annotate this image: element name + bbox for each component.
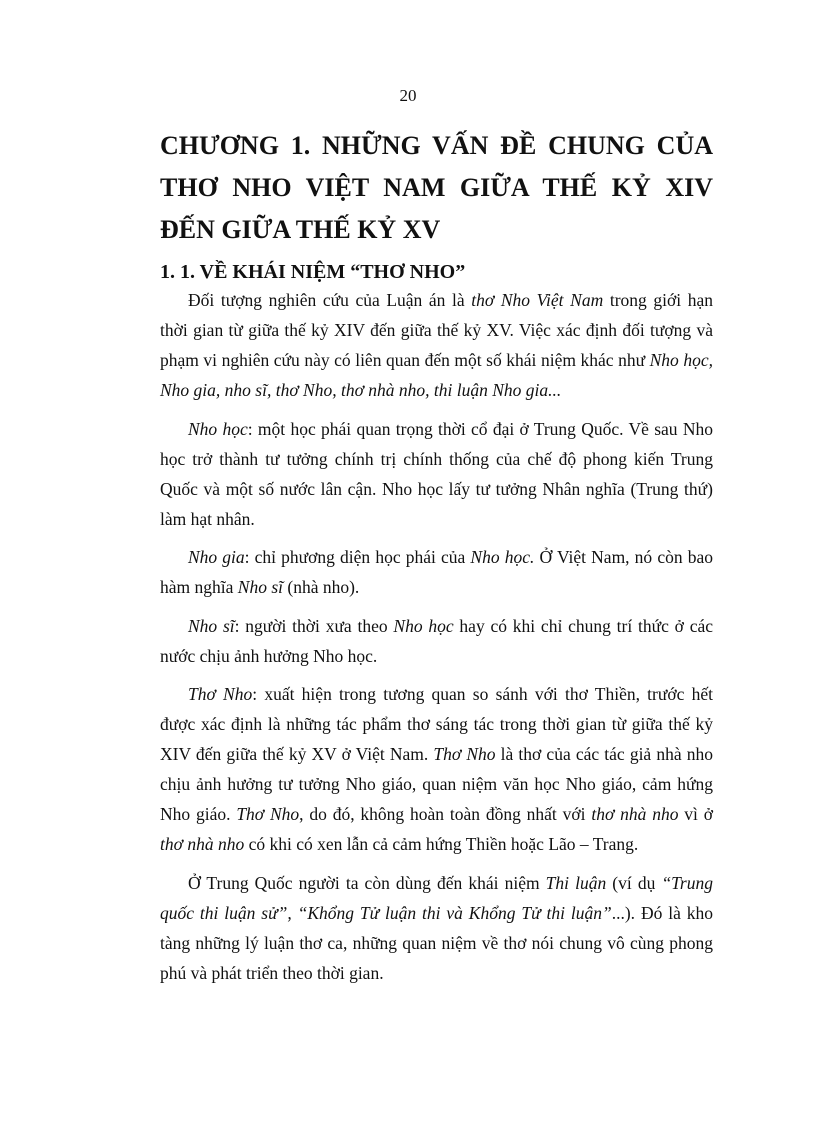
paragraph-2: Nho học: một học phái quan trọng thời cổ đại ở Trung Quốc. Về sau Nho học trở thành tư tưởng chính trị chính thống của chế độ phong kiến Trung Quốc và một số nước lân cận. Nho học lấy tư tưởng Nhân nghĩa (Trung thứ) làm hạt nhân. bbox=[160, 418, 713, 529]
paragraph-5: Thơ Nho: xuất hiện trong tương quan so sánh với thơ Thiền, trước hết được xác định là những tác phẩm thơ sáng tác trong thời gian từ giữa thế kỷ XIV đến giữa thế kỷ XV ở Việt Nam. Thơ Nho là thơ của các tác giả nhà nho chịu ảnh hưởng tư tưởng Nho giáo, quan niệm văn học Nho giáo, cảm hứng Nho giáo. Thơ Nho, do đó, không hoàn toàn đồng nhất với thơ nhà nho vì ở thơ nhà nho có khi có xen lẫn cả cảm hứng Thiền hoặc Lão – Trang. bbox=[160, 684, 713, 854]
paragraph-4: Nho sĩ: người thời xưa theo Nho học hay có khi chỉ chung trí thức ở các nước chịu ảnh hưởng Nho học. bbox=[160, 615, 713, 666]
page-number: 20 bbox=[399, 86, 417, 105]
paragraph-6: Ở Trung Quốc người ta còn dùng đến khái niệm Thi luận (ví dụ “Trung quốc thi luận sử”, “Khổng Tử luận thi và Khổng Tử thi luận”...). Đó là kho tàng những lý luận thơ ca, những quan niệm về thơ nói chung vô cùng phong phú và phát triển theo thời gian. bbox=[160, 872, 713, 983]
body-text bbox=[160, 285, 713, 988]
paragraph-1: Đối tượng nghiên cứu của Luận án là thơ Nho Việt Nam trong giới hạn thời gian từ giữa thế kỷ XIV đến giữa thế kỷ XV. Việc xác định đối tượng và phạm vi nghiên cứu này có liên quan đến một số khái niệm khác như Nho học, Nho gia, nho sĩ, thơ Nho, thơ nhà nho, thi luận Nho gia... bbox=[160, 290, 713, 400]
chapter-title: CHƯƠNG 1. NHỮNG VẤN ĐỀ CHUNG CỦA THƠ NHO VIỆT NAM GIỮA THẾ KỶ XIV ĐẾN GIỮA THẾ KỶ XV bbox=[160, 131, 713, 244]
paragraph-3: Nho gia: chỉ phương diện học phái của Nho học. Ở Việt Nam, nó còn bao hàm nghĩa Nho sĩ (nhà nho). bbox=[160, 547, 713, 597]
section-heading: 1. 1. VỀ KHÁI NIỆM “THƠ NHO” bbox=[160, 261, 466, 283]
